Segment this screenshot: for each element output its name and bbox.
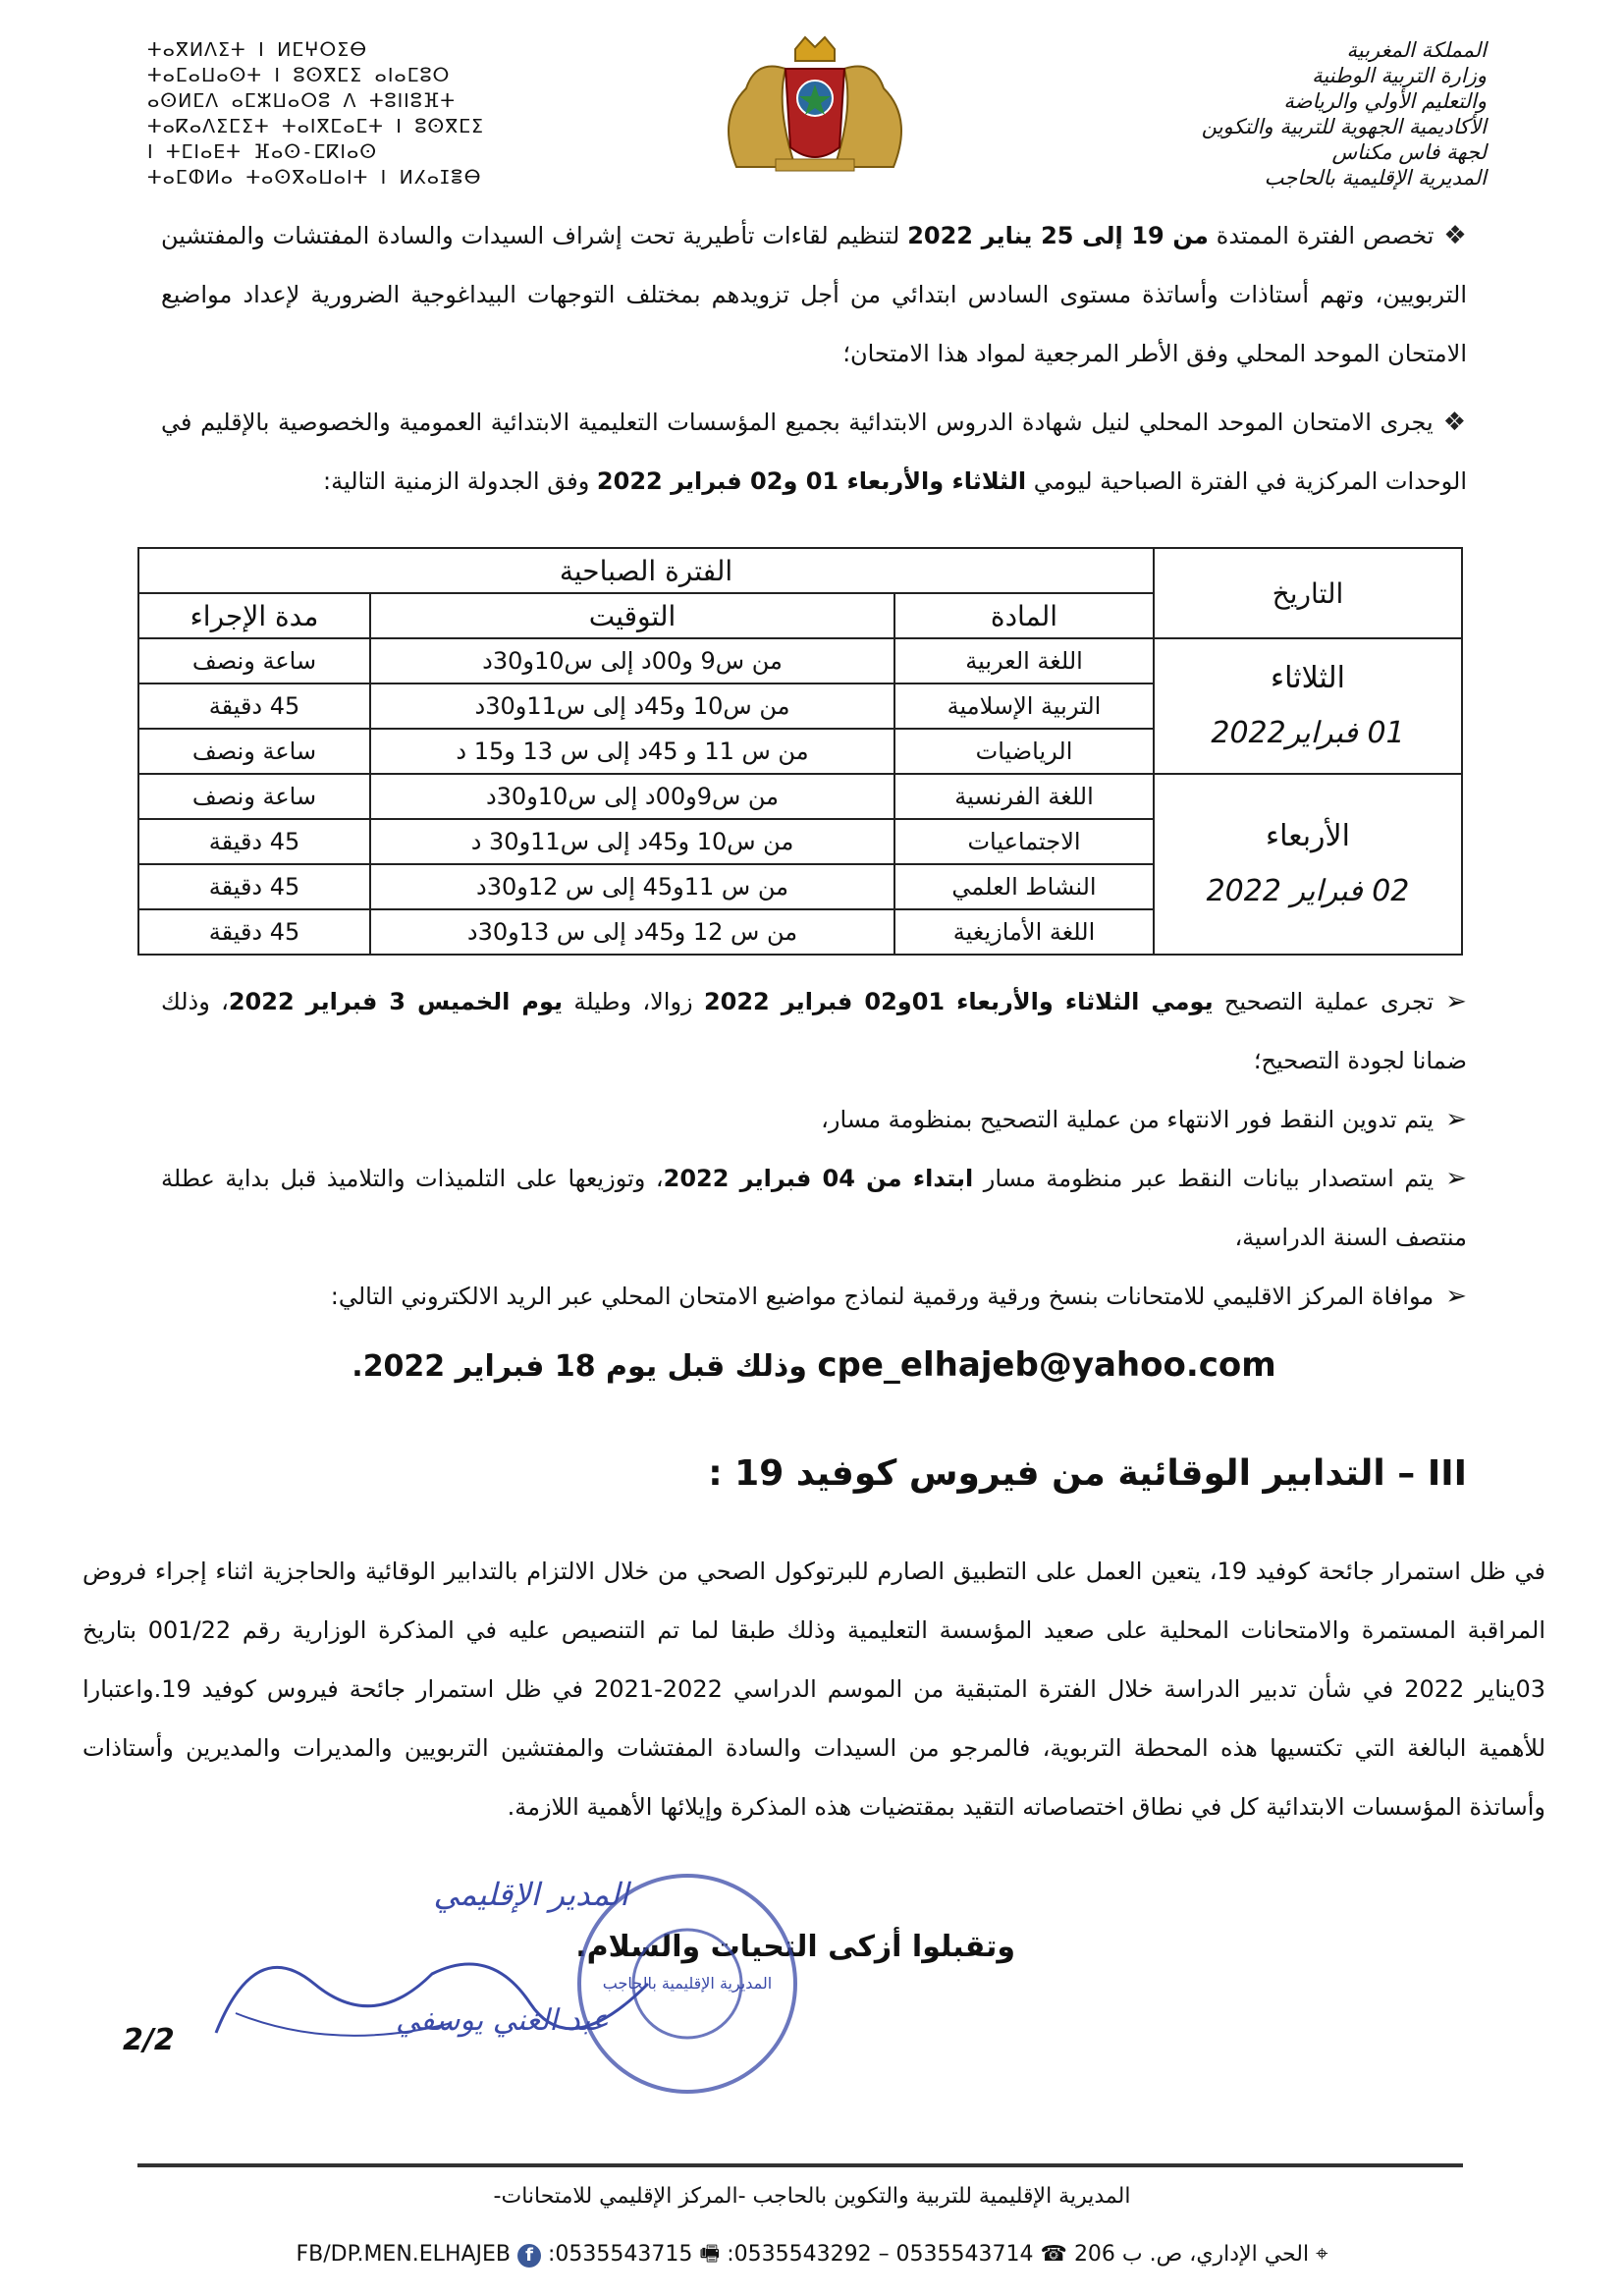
header-time: التوقيت [370,593,894,638]
phone-numbers: :0535543292 – 0535543714 [727,2242,1034,2267]
header-line: المديرية الإقليمية بالحاجب [1264,166,1487,190]
subject-cell: الرياضيات [894,729,1154,774]
duration-cell: 45 دقيقة [138,683,370,729]
subject-cell: الاجتماعيات [894,819,1154,864]
header-line: ⵜⴰⵎⴰⵡⴰⵙⵜ ⵏ ⵓⵙⴳⵎⵉ ⴰⵏⴰⵎⵓⵔ [147,65,451,86]
time-cell: من س9 و00د إلى س10و30د [370,638,894,683]
text-bold: ابتداء من 04 فبراير 2022 [663,1165,974,1192]
text-bold: من 19 إلى 25 يناير 2022 [907,222,1209,249]
subject-cell: اللغة العربية [894,638,1154,683]
date-cell-tuesday [1154,638,1462,774]
time-cell: من س10 و45د إلى س11و30د [370,683,894,729]
section-title: III – التدابير الوقائية من فيروس كوفيد 19 : [708,1453,1467,1494]
duration-cell: ساعة ونصف [138,729,370,774]
time-cell: من س 11 و 45د إلى س 13 و15 د [370,729,894,774]
subject-cell: النشاط العلمي [894,864,1154,909]
location-pin-icon: ⌖ [1316,2242,1328,2267]
footer-org: المديرية الإقليمية للتربية والتكوين بالحاجب -المركز الإقليمي للامتحانات- [493,2184,1131,2209]
star-bullet-icon: ❖ [1443,221,1468,250]
duration-cell: 45 دقيقة [138,909,370,955]
time-cell: من س10 و45د إلى س11و30 د [370,819,894,864]
text: يتم تدوين النقط فور الانتهاء من عملية التصحيح بمنظومة مسار، [821,1106,1435,1133]
email-address[interactable]: cpe_elhajeb@yahoo.com [817,1345,1276,1385]
text-bold: يومي الثلاثاء والأربعاء 01و02 فبراير 2022 [703,988,1214,1015]
header-line: لجهة فاس مكناس [1331,140,1487,164]
header-duration: مدة الإجراء [138,593,370,638]
text: ، وتوزيعها على التلميذات والتلاميذ قبل بداية عطلة منتصف السنة الدراسية، [161,1165,1467,1251]
arrow-bullet-1 [161,972,1467,1090]
day-label: الأربعاء [1265,819,1350,853]
header-line: وزارة التربية الوطنية [1312,64,1487,87]
text: لتنظيم لقاءات تأطيرية تحت إشراف السيدات والسادة المفتشات والمفتشين التربويين، وتهم أستاذات وأساتذة مستوى السادس ابتدائي من أجل تزويدهم بمختلف التوجهات البيداغوجية الضرورية لإعداد مواضيع الامتحان الموحد المحلي وفق الأطر المرجعية لمواد هذا الامتحان؛ [161,222,1467,367]
arrow-bullet-icon: ➢ [1445,1105,1467,1134]
header-subject: المادة [894,593,1154,638]
header-line: ⵜⴰⴽⴰⴷⵉⵎⵉⵜ ⵜⴰⵏⴳⵎⴰⵎⵜ ⵏ ⵓⵙⴳⵎⵉ [147,116,484,137]
arrow-bullet-4 [161,1267,1467,1326]
text: يجرى الامتحان الموحد المحلي لنيل شهادة الدروس الابتدائية بجميع المؤسسات التعليمية الابتدائية العمومية والخصوصية بالإقليم في الوحدات المركزية في الفترة الصباحية ليومي [161,409,1467,495]
time-cell: من س 12 و45د إلى س 13و30د [370,909,894,955]
stamp-text: المديرية الإقليمية بالحاجب [602,1974,773,1993]
table-row [138,638,1462,683]
time-cell: من س 11و45 إلى س 12و30د [370,864,894,909]
duration-cell: 45 دقيقة [138,819,370,864]
subject-cell: اللغة الفرنسية [894,774,1154,819]
text: تخصص الفترة الممتدة [1208,222,1435,249]
star-bullet-icon: ❖ [1442,408,1468,437]
header-arabic-block [976,37,1487,191]
page-number: 2/2 [123,2023,175,2057]
address: الحي الإداري، ص. ب 206 [1073,2242,1310,2267]
email-deadline: وذلك قبل يوم 18 فبراير 2022. [352,1349,807,1384]
text: وفق الجدولة الزمنية التالية: [323,467,597,495]
duration-cell: ساعة ونصف [138,774,370,819]
text: ، وذلك ضمانا لجودة التصحيح؛ [161,988,1467,1074]
table-row [138,774,1462,819]
duration-cell: ساعة ونصف [138,638,370,683]
header-tifinagh-block [147,37,697,191]
header-line: الأكاديمية الجهوية للتربية والتكوين [1201,115,1487,138]
text: زوالا، وطيلة [563,988,704,1015]
duration-cell: 45 دقيقة [138,864,370,909]
fax-icon: 🖷 [699,2242,721,2267]
facebook-icon: f [517,2244,541,2268]
table-header-row [138,548,1462,593]
text-bold: الثلاثاء والأربعاء 01 و02 فبراير 2022 [596,467,1027,495]
email-line [161,1345,1467,1385]
header-line: المملكة المغربية [1346,38,1487,62]
header-line: ⵜⴰⵎⵀⵍⴰ ⵜⴰⵙⴳⴰⵡⴰⵏⵜ ⵏ ⵍⵃⴰⵊⴻⴱ [147,167,482,189]
subject-cell: اللغة الأمازيغية [894,909,1154,955]
arrow-bullet-2 [161,1090,1467,1149]
text: موافاة المركز الاقليمي للامتحانات بنسخ ورقية ورقمية لنماذج مواضيع الامتحان المحلي عبر الريد الالكتروني التالي: [330,1283,1435,1310]
text-bold: يوم الخميس 3 فبراير 2022 [228,988,564,1015]
signature-block [196,1856,668,2111]
arrow-bullet-icon: ➢ [1445,1164,1468,1193]
header-line: ⴰⵙⵍⵎⴷ ⴰⵎⵣⵡⴰⵔⵓ ⴷ ⵜⵓⵏⵏⵓⴼⵜ [147,90,457,112]
phone-icon: ☎ [1040,2242,1067,2267]
bullet-paragraph-2 [161,393,1467,511]
exam-schedule-table [137,547,1463,956]
text: يتم استصدار بيانات النقط عبر منظومة مسار [973,1165,1435,1192]
arrow-bullet-icon: ➢ [1445,1282,1467,1311]
signature-scribble-icon [196,1915,668,2062]
subject-cell: التربية الإسلامية [894,683,1154,729]
royal-emblem-icon [677,29,952,177]
time-cell: من س9و00د إلى س10و30د [370,774,894,819]
header-line: والتعليم الأولي والرياضة [1283,89,1487,113]
header-line: ⵏ ⵜⵎⵏⴰⴹⵜ ⴼⴰⵙ-ⵎⴽⵏⴰⵙ [147,141,378,163]
section-paragraph: في ظل استمرار جائحة كوفيد 19، يتعين العمل على التطبيق الصارم للبرتوكول الصحي من خلال الالتزام بالتدابير الوقائية والحاجزية اثناء إجراء فروض المراقبة المستمرة والامتحانات المحلية على صعيد المؤسسة التعليمية وذلك طبقا لما تم التنصيص عليه في المذكرة الوزارية رقم 001/22 بتاريخ 03يناير 2022 في شأن تدبير الدراسة خلال الفترة المتبقية من الموسم الدراسي 2022-2021 في ظل استمرار جائحة فيروس كوفيد 19.واعتبارا للأهمية البالغة التي تكتسيها هذه المحطة التربوية، فالمرجو من السيدات والسادة المفتشات والمفتشين التربويين والمديرات والمديرين وأستاذات وأساتذة المؤسسات الابتدائية كل في نطاق اختصاصاته التقيد بمقتضيات هذه المذكرة وإيلائها الأهمية اللازمة. [82,1558,1546,1821]
date-label: 02 فبراير 2022 [1206,874,1410,908]
footer-divider [137,2163,1463,2167]
header-period: الفترة الصباحية [138,548,1154,593]
fax-number: :0535543715 [548,2242,693,2267]
signature-title: المدير الإقليمي [433,1876,628,1913]
bullet-paragraph-1 [161,206,1467,383]
signature-name: عبد الغني يوسفي [396,2003,609,2038]
arrow-bullet-3 [161,1149,1467,1267]
date-cell-wednesday [1154,774,1462,955]
text: تجرى عملية التصحيح [1213,988,1435,1015]
closing-text: وتقبلوا أزكى التحيات والسلام. [575,1930,1015,1964]
date-label: 01 فبراير2022 [1211,716,1405,750]
day-label: الثلاثاء [1270,661,1346,695]
facebook-handle[interactable]: FB/DP.MEN.ELHAJEB [296,2242,512,2267]
header-line: ⵜⴰⴳⵍⴷⵉⵜ ⵏ ⵍⵎⵖⵔⵉⴱ [147,39,368,61]
arrow-bullet-icon: ➢ [1445,987,1467,1016]
footer-contact [0,2237,1624,2274]
header-date: التاريخ [1154,548,1462,638]
